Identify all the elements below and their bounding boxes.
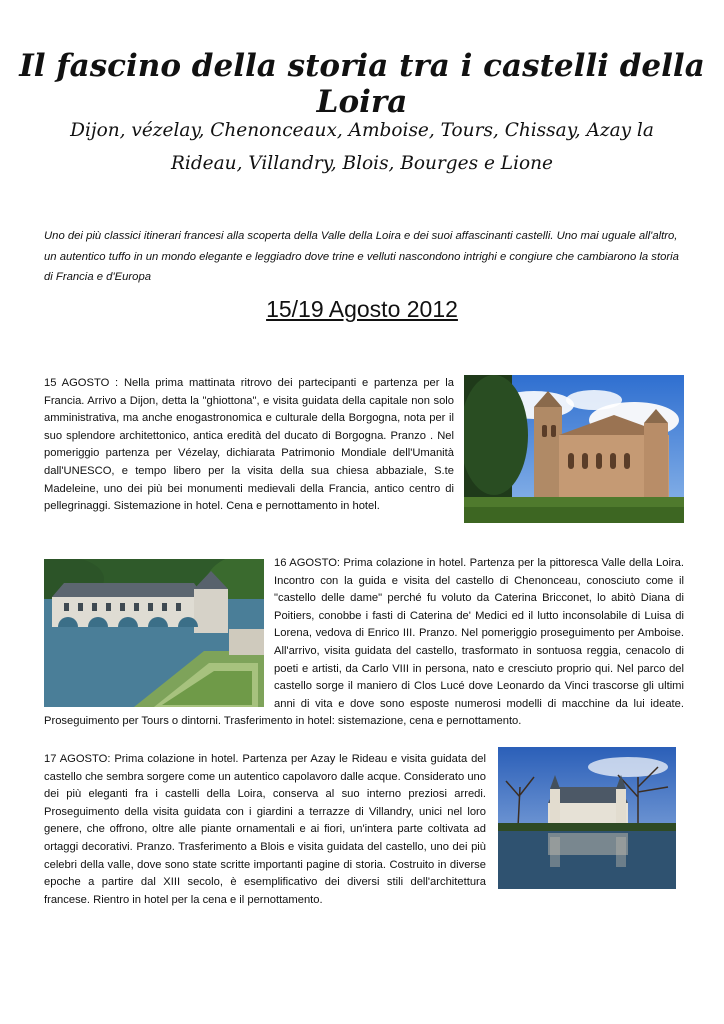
day-15-section (44, 375, 684, 527)
page-subtitle: Dijon, vézelay, Chenonceaux, Amboise, Tours, Chissay, Azay la Rideau, Villandry, Blois, Bourges e Lione (70, 120, 654, 174)
day-17-text: 17 AGOSTO: Prima colazione in hotel. Partenza per Azay le Rideau e visita guidata del castello che sembra sorgere come un autentico capolavoro dalle acque. Considerato uno dei più eleganti fra i castelli della Loira, conserva al suo interno preziosi arredi. Proseguimento della visita guidata con i giardini a terrazze di Villandry, unici nel loro genere, che offrono, oltre alle piante ornamentali e ai fiori, un'intera parte coltivata ad ortaggi decorativi. Pranzo. Trasferimento a Blois e visita guidata del castello, uno dei più celebri della valle, dove sono state scritte importanti pagine di storia. Costruito in diverse epoche a partire dal XIII secolo, è esemplificativo dei diversi stili dell'architettura francese. Rientro in hotel per la cena e il pernottamento. (44, 753, 486, 906)
trip-dates: 15/19 Agosto 2012 (266, 296, 458, 322)
intro-text: Uno dei più classici itinerari francesi alla scoperta della Valle della Loira e dei suoi affascinanti castelli. Uno mai uguale all'altro, un autentico tuffo in un mondo elegante e leggiadro dove trine e velluti nascondono intrighi e congiure che cambiarono la storia di Francia e d'Europa (44, 230, 679, 283)
chenonceau-castle-photo (44, 559, 264, 707)
page-title: Il fascino della storia tra i castelli della Loira (19, 48, 705, 120)
day-15-text: 15 AGOSTO : Nella prima mattinata ritrovo dei partecipanti e partenza per la Francia. Arrivo a Dijon, detta la "ghiottona", e visita guidata della capitale non solo amministrativa, ma anche enogastronomica e culturale della Borgogna, nota per il suo splendore architettonico, antica eredità del ducato di Borgogna. Pranzo . Nel pomeriggio partenza per Vézelay, dichiarata Patrimonio Mondiale dell'Umanità dall'UNESCO, e tempo libero per la visita della sua chiesa abbaziale, S.te Madeleine, uno dei più bei monumenti medievali della Francia, antico centro di pellegrinaggi. Sistemazione in hotel. Cena e pernottamento in hotel. (44, 377, 454, 513)
day-16-section (44, 555, 684, 731)
vezelay-abbey-photo (464, 375, 684, 523)
azay-le-rideau-photo (498, 747, 676, 889)
day-17-section (44, 751, 684, 909)
day-16-text: 16 AGOSTO: Prima colazione in hotel. Partenza per la pittoresca Valle della Loira. Incontro con la guida e visita del castello di Chenonceau, conosciuto come il "castello delle dame" perché fu voluto da Caterina Bricconet, lo abitò Diana di Poitiers, conobbe i fasti di Caterina de' Medici ed il lutto inconsolabile di Luisa di Lorena, vedova di Enrico III. Pranzo. Nel pomeriggio proseguimento per Amboise. All'arrivo, visita guidata del castello, trasformato in sontuosa reggia, cenacolo di poeti e artisti, da Carlo VIII in persona, nato e cresciuto proprio qui. Nel parco del castello sorge il maniero di Clos Lucé dove Leonardo da Vinci trascorse gli ultimi anni di vita e dove sono esposte numerosi modelli di macchine da lui ideate. Proseguimento per Tours o dintorni. Trasferimento in hotel: sistemazione, cena e pernottamento. (44, 557, 684, 728)
